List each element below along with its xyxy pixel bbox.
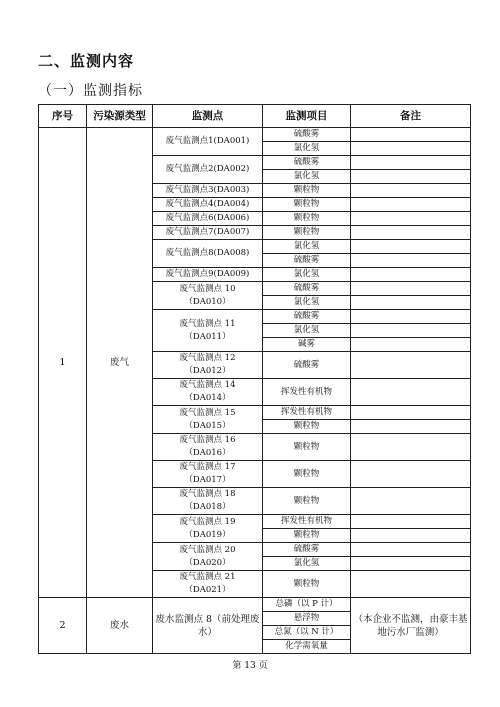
remark-cell [351,128,471,142]
header-item: 监测项目 [263,105,351,128]
header-source-type: 污染源类型 [87,105,153,128]
monitoring-point-cell: 废气监测点4(DA004) [153,198,263,212]
remark-cell [351,324,471,338]
remark-cell [351,557,471,571]
monitoring-point-cell: 废气监测点 15 （DA015） [153,406,263,434]
table-row [39,128,471,142]
monitoring-point-cell: 废水监测点 8（前处理废水） [153,598,263,654]
monitoring-item-cell: 总磷（以 P 计） [263,598,351,612]
remark-cell [351,254,471,268]
monitoring-item-cell: 颗粒物 [263,226,351,240]
remark-cell [351,406,471,420]
page-number: 第 13 页 [232,661,268,671]
monitoring-item-cell: 悬浮物 [263,612,351,626]
monitoring-table [38,104,471,654]
remark-cell [351,515,471,529]
remark-cell [351,156,471,170]
monitoring-item-cell: 挥发性有机物 [263,379,351,406]
monitoring-point-cell: 废气监测点 21 （DA021） [153,571,263,598]
remark-cell [351,240,471,254]
monitoring-item-cell: 氯化氢 [263,240,351,254]
remark-cell [351,212,471,226]
remark-cell [351,352,471,379]
monitoring-point-cell: 废气监测点3(DA003) [153,184,263,198]
remark-cell [351,488,471,515]
monitoring-item-cell: 颗粒物 [263,434,351,461]
monitoring-item-cell: 氯化氢 [263,324,351,338]
remark-cell [351,543,471,557]
monitoring-item-cell: 挥发性有机物 [263,515,351,529]
monitoring-item-cell: 氯化氢 [263,268,351,282]
monitoring-point-cell: 废气监测点 11 （DA011） [153,310,263,352]
monitoring-point-cell: 废气监测点8(DA008) [153,240,263,268]
monitoring-item-cell: 氯化氢 [263,170,351,184]
monitoring-item-cell: 颗粒物 [263,420,351,434]
monitoring-item-cell: 硫酸雾 [263,543,351,557]
monitoring-point-cell: 废气监测点7(DA007) [153,226,263,240]
section-heading: 二、监测内容 [38,52,135,70]
monitoring-item-cell: 总氮（以 N 计） [263,626,351,640]
table-header-row [39,105,471,128]
monitoring-item-cell: 硫酸雾 [263,254,351,268]
remark-cell [351,310,471,324]
remark-cell [351,529,471,543]
table-row [39,598,471,612]
monitoring-item-cell: 氯化氢 [263,142,351,156]
monitoring-item-cell: 颗粒物 [263,488,351,515]
remark-cell [351,461,471,488]
monitoring-item-cell: 硫酸雾 [263,282,351,296]
monitoring-point-cell: 废气监测点 10 （DA010） [153,282,263,310]
header-remark: 备注 [351,105,471,128]
header-seq: 序号 [39,105,87,128]
monitoring-point-cell: 废气监测点1(DA001) [153,128,263,156]
header-point: 监测点 [153,105,263,128]
remark-cell [351,420,471,434]
monitoring-point-cell: 废气监测点 19 （DA019） [153,515,263,543]
remark-cell [351,142,471,156]
remark-cell [351,379,471,406]
monitoring-item-cell: 氯化氢 [263,557,351,571]
remark-cell: （本企业不监测，由豪丰基地污水厂监测） [351,598,471,654]
seq-cell: 2 [39,598,87,654]
monitoring-point-cell: 废气监测点 14 （DA014） [153,379,263,406]
monitoring-point-cell: 废气监测点2(DA002) [153,156,263,184]
monitoring-item-cell: 挥发性有机物 [263,406,351,420]
monitoring-item-cell: 氯化氢 [263,296,351,310]
monitoring-point-cell: 废气监测点9(DA009) [153,268,263,282]
monitoring-item-cell: 颗粒物 [263,198,351,212]
source-type-cell: 废水 [87,598,153,654]
remark-cell [351,434,471,461]
remark-cell [351,338,471,352]
seq-cell: 1 [39,128,87,598]
monitoring-item-cell: 颗粒物 [263,184,351,198]
remark-cell [351,184,471,198]
monitoring-item-cell: 化学需氧量 [263,640,351,654]
remark-cell [351,268,471,282]
remark-cell [351,170,471,184]
monitoring-point-cell: 废气监测点 12 （DA012） [153,352,263,379]
remark-cell [351,296,471,310]
remark-cell [351,226,471,240]
monitoring-item-cell: 硫酸雾 [263,156,351,170]
monitoring-item-cell: 颗粒物 [263,461,351,488]
monitoring-item-cell: 颗粒物 [263,571,351,598]
monitoring-point-cell: 废气监测点 17 （DA017） [153,461,263,488]
remark-cell [351,282,471,296]
monitoring-point-cell: 废气监测点6(DA006) [153,212,263,226]
remark-cell [351,571,471,598]
monitoring-item-cell: 硫酸雾 [263,310,351,324]
monitoring-item-cell: 碱雾 [263,338,351,352]
monitoring-item-cell: 颗粒物 [263,212,351,226]
subsection-heading: （一）监测指标 [38,83,143,99]
source-type-cell: 废气 [87,128,153,598]
remark-cell [351,198,471,212]
monitoring-item-cell: 颗粒物 [263,529,351,543]
monitoring-point-cell: 废气监测点 16 （DA016） [153,434,263,461]
monitoring-point-cell: 废气监测点 18 （DA018） [153,488,263,515]
monitoring-item-cell: 硫酸雾 [263,128,351,142]
monitoring-point-cell: 废气监测点 20 （DA020） [153,543,263,571]
monitoring-item-cell: 硫酸雾 [263,352,351,379]
